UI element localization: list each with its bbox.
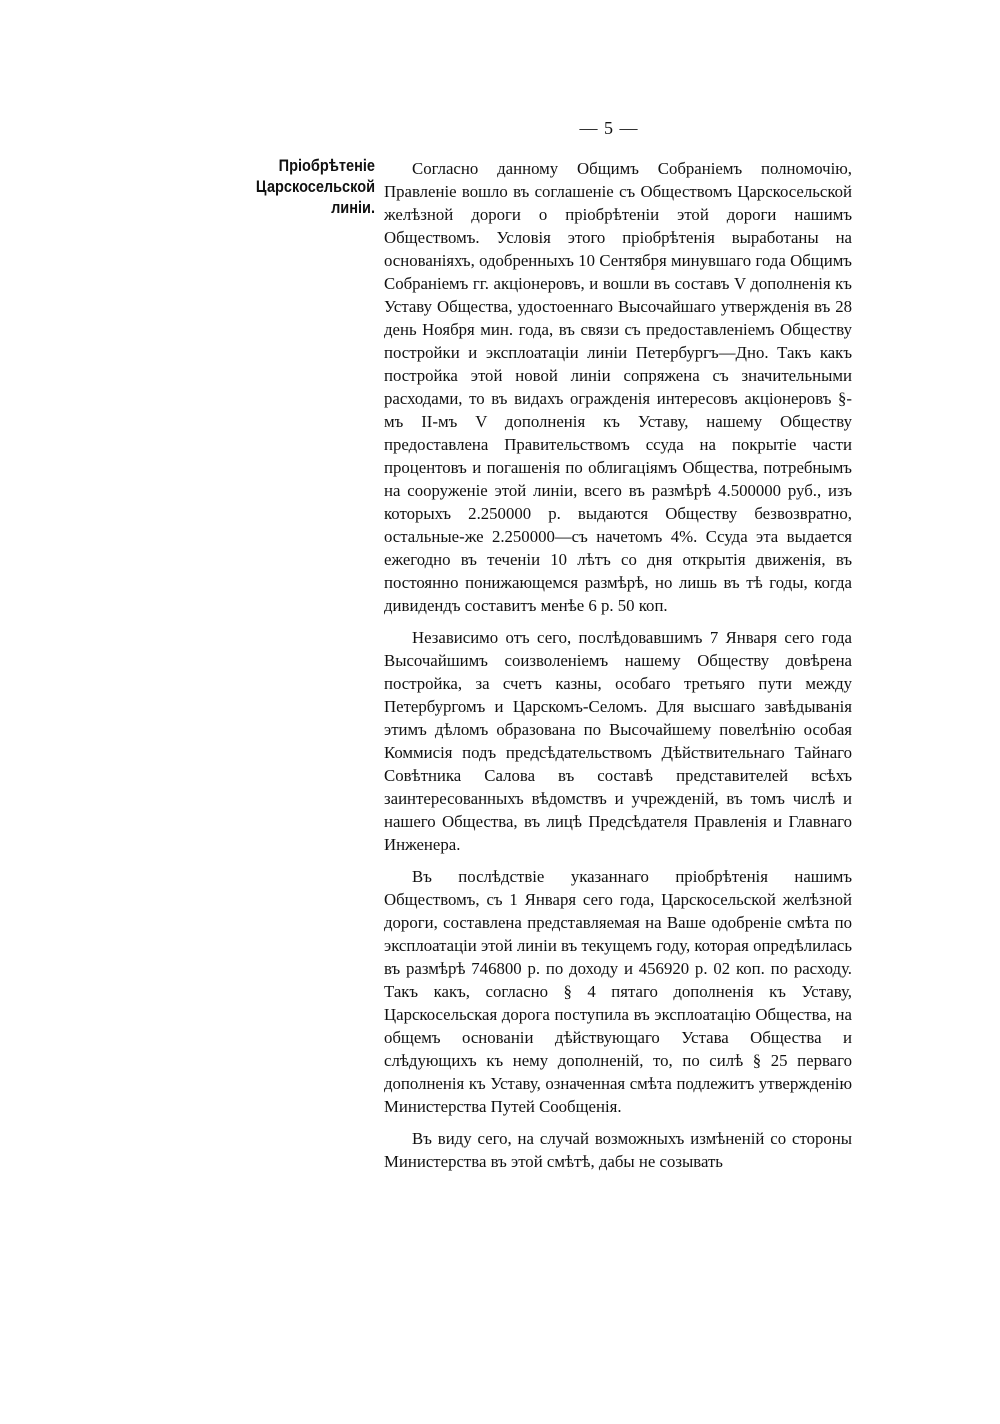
paragraph-2: Независимо отъ сего, послѣдовавшимъ 7 Января сего года Высочайшимъ соизволеніемъ нашему Обществу довѣрена постройка, за счетъ казны, особаго третьяго пути между Петербургомъ и Царскомъ-Селомъ. Для высшаго завѣдыванія этимъ дѣломъ образована по Высочайшему повелѣнію особая Коммисія подъ предсѣдательствомъ Дѣйствительнаго Тайнаго Совѣтника Салова въ составѣ представителей всѣхъ заинтересованныхъ вѣдомствъ и учрежденій, въ томъ числѣ и нашего Общества, въ лицѣ Предсѣдателя Правленія и Главнаго Инженера. xyxy=(384,628,852,854)
body-text xyxy=(384,157,852,1182)
paragraph-3: Въ послѣдствіе указаннаго пріобрѣтенія нашимъ Обществомъ, съ 1 Января сего года, Царскосельской желѣзной дороги, составлена представляемая на Ваше одобреніе смѣта по эксплоатаціи этой линіи въ текущемъ году, которая опредѣлилась въ размѣрѣ 746800 р. по доходу и 456920 р. 02 коп. по расходу. Такъ какъ, согласно § 4 пятаго дополненія къ Уставу, Царскосельская дорога поступила въ эксплоатацію Общества, на общемъ основаніи дѣйствующаго Устава Общества и слѣдующихъ къ нему дополненій, то, по силѣ § 25 перваго дополненія къ Уставу, означенная смѣта подлежитъ утвержденію Министерства Путей Сообщенія. xyxy=(384,867,852,1116)
page-number: — 5 — xyxy=(579,118,639,138)
margin-heading xyxy=(171,156,375,219)
margin-heading-line-2: линіи. xyxy=(331,199,375,217)
paragraph-4: Въ виду сего, на случай возможныхъ измѣненій со стороны Министерства въ этой смѣтѣ, дабы не созывать xyxy=(384,1129,852,1171)
paragraph-1: Согласно данному Общимъ Собраніемъ полномочію, Правленіе вошло въ соглашеніе съ Обществомъ Царскосельской желѣзной дороги о пріобрѣтеніи этой дороги нашимъ Обществомъ. Условія этого пріобрѣтенія выработаны на основаніяхъ, одобренныхъ 10 Сентября минувшаго года Общимъ Собраніемъ гг. акціонеровъ, и вошли въ составъ V дополненія къ Уставу Общества, удостоеннаго Высочайшаго утвержденія въ 28 день Ноября мин. года, въ связи съ предоставленіемъ Обществу постройки и эксплоатаціи линіи Петербургъ—Дно. Такъ какъ постройка этой новой линіи сопряжена съ значительными расходами, то въ видахъ огражденія интересовъ акціонеровъ §-мъ II-мъ V дополненія къ Уставу, нашему Обществу предоставлена Правительствомъ ссуда на покрытіе части процентовъ и погашенія по облигаціямъ Общества, потребнымъ на сооруженіе этой линіи, всего въ размѣрѣ 4.500000 руб., изъ которыхъ 2.250000 р. выдаются Обществу безвозвратно, остальные-же 2.250000—съ начетомъ 4%. Ссуда эта выдается ежегодно въ теченіи 10 лѣтъ со дня открытія движенія, въ постоянно понижающемся размѣрѣ, но лишь въ тѣ годы, когда дивидендъ составитъ менѣе 6 р. 50 коп. xyxy=(384,159,852,615)
margin-heading-line-1: Пріобрѣтеніе Царскосельской xyxy=(255,157,375,196)
